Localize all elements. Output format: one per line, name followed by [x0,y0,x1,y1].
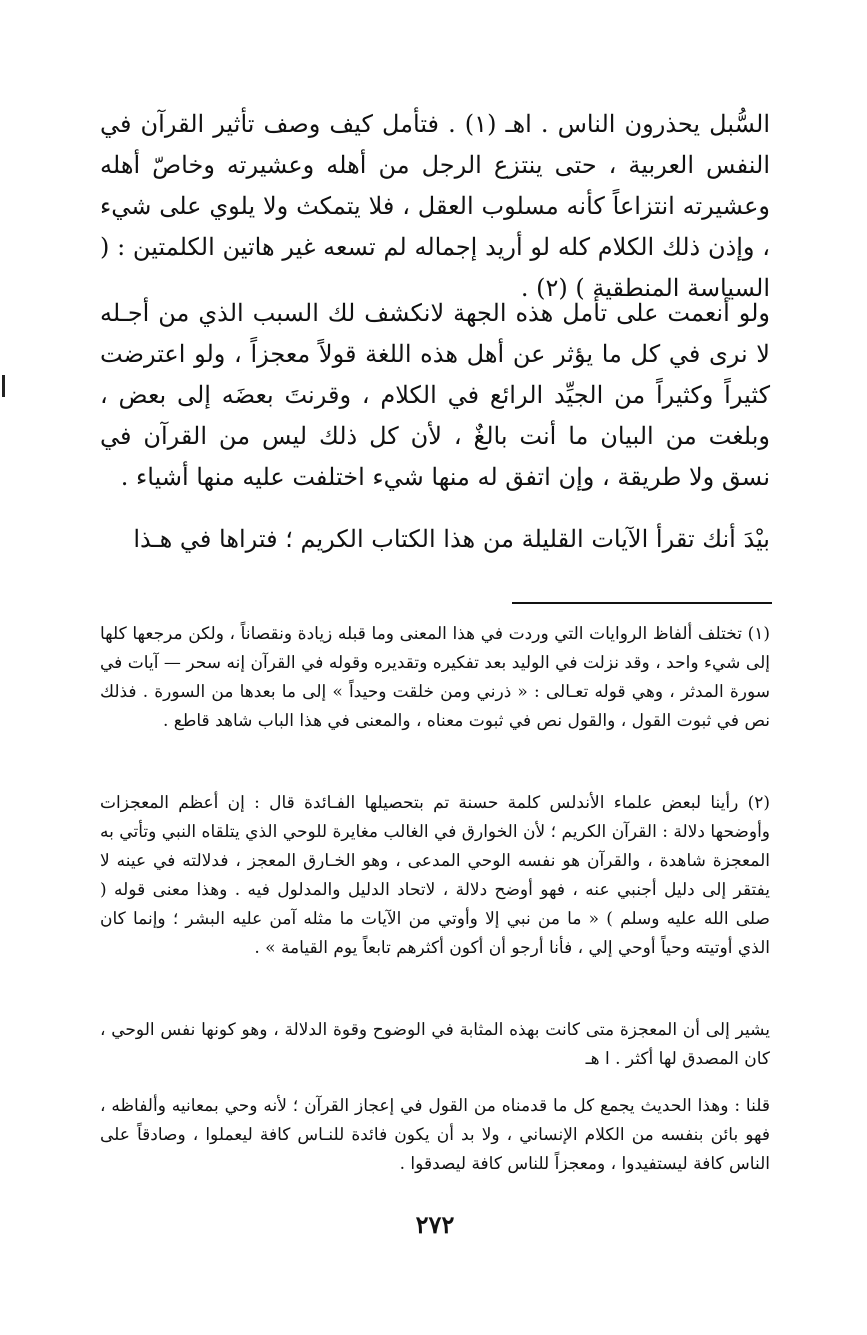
body-paragraph-3: بيْدَ أنك تقرأ الآيات القليلة من هذا الكتاب الكريم ؛ فتراها في هـذا [133,525,770,553]
page-number: ٢٧٢ [415,1210,455,1239]
body-paragraph-1: السُّبل يحذرون الناس . اهـ (١) . فتأمل كيف وصف تأثير القرآن في النفس العربية ، حتى ينتزع الرجل من أهله وعشيرته وخاصّ أهله وعشيرته انتزاعاً كأنه مسلوب العقل ، فلا يتمكث ولا يلوي على شيء ، وإذن ذلك الكلام كله لو أريد إجماله لم تسعه غير هاتين الكلمتين : ( السياسة المنطقية ) (٢) . [100,110,770,302]
body-paragraph-2: ولو أنعمت على تأمل هذه الجهة لانكشف لك السبب الذي من أجـله لا نرى في كل ما يؤثر عن أهل هذه اللغة قولاً معجزاً ، ولو اعترضت كثيراً وكثيراً من الجيِّد الرائع في الكلام ، وقرنتَ بعضَه إلى بعض ، وبلغت من البيان ما أنت بالغٌ ، لأن كل ذلك ليس من القرآن في نسق ولا طريقة ، وإن اتفق له منها شيء اختلفت عليه منها أشياء . [100,299,770,491]
footnote-2: (٢) رأينا لبعض علماء الأندلس كلمة حسنة تم بتحصيلها الفـائدة قال : إن أعظم المعجزات وأوضحها دلالة : القرآن الكريم ؛ لأن الخوارق في الغالب مغايرة للوحي الذي يتلقاه النبي وتأتي به المعجزة شاهدة ، والقرآن هو نفسه الوحي المدعى ، وهو الخـارق المعجز ، فدلالته في عينه لا يفتقر إلى دليل أجنبي عنه ، فهو أوضح دلالة ، لاتحاد الدليل والمدلول فيه . وهذا معنى قوله ( صلى الله عليه وسلم ) « ما من نبي إلا وأوتي من الآيات ما مثله آمن عليه البشر ؛ وإنما كان الذي أوتيته وحياً أوحي إلي ، فأنا أرجو أن أكون أكثرهم تابعاً يوم القيامة » . [100,793,771,958]
footnote-separator-rule [512,602,772,604]
footnote-1: (١) تختلف ألفاظ الروايات التي وردت في هذا المعنى وما قبله زيادة ونقصاناً ، ولكن مرجعها كلها إلى شيء واحد ، وقد نزلت في الوليد بعد تفكيره وتقديره وقوله في القرآن إنه سحر — آيات في سورة المدثر ، وهي قوله تعـالى : « ذرني ومن خلقت وحيداً » إلى ما بعدها من السورة . فذلك نص في ثبوت القول ، والقول نص في ثبوت معناه ، والمعنى في هذا الباب شاهد قاطع . [100,624,770,731]
footnote-4-comment: قلنا : وهذا الحديث يجمع كل ما قدمناه من القول في إعجاز القرآن ؛ لأنه وحي بمعانيه وألفاظه ، فهو بائن بنفسه من الكلام الإنساني ، ولا بد أن يكون فائدة للنـاس كافة ليعملوا ، وصادقاً على الناس كافة ليستفيدوا ، ومعجزاً للناس كافة ليصدقوا . [100,1096,770,1174]
scan-edge-mark [2,375,5,397]
footnote-3-continuation: يشير إلى أن المعجزة متى كانت بهذه المثابة في الوضوح وقوة الدلالة ، وهو كونها نفس الوحي ، كان المصدق لها أكثر . ا هـ [100,1020,770,1069]
